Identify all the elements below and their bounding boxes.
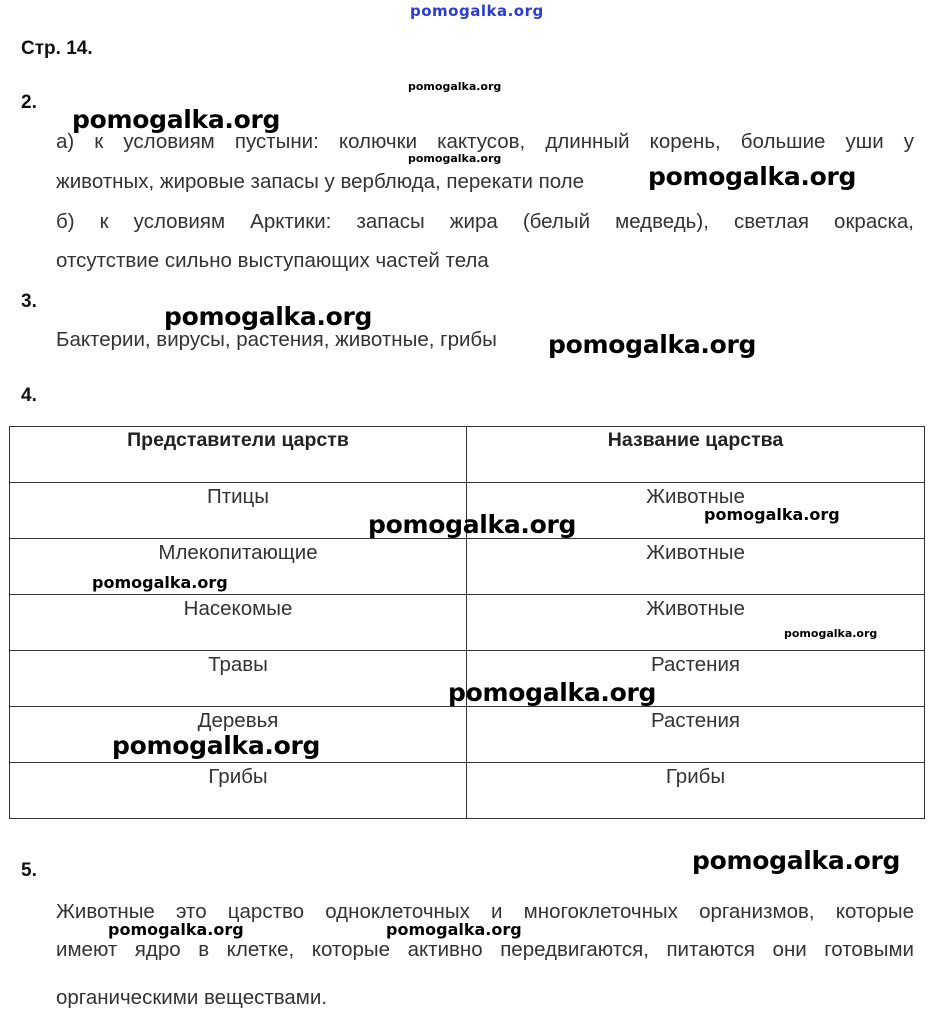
watermark: pomogalka.org (448, 678, 657, 707)
q3-text: Бактерии, вирусы, растения, животные, грибы (56, 328, 497, 351)
kingdoms-table (9, 426, 925, 819)
q5-line3: органическими веществами. (56, 986, 328, 1009)
table-cell: Растения (467, 707, 925, 763)
watermark: pomogalka.org (112, 731, 321, 760)
q2-number: 2. (21, 92, 37, 113)
watermark: pomogalka.org (704, 505, 840, 524)
table-cell: Животные (467, 539, 925, 595)
top-watermark: pomogalka.org (410, 2, 544, 20)
table-cell: Птицы (10, 483, 467, 539)
table-cell: Млекопитающие (10, 539, 467, 595)
watermark: pomogalka.org (408, 152, 502, 165)
watermark: pomogalka.org (386, 920, 522, 939)
watermark: pomogalka.org (408, 80, 502, 93)
watermark: pomogalka.org (692, 846, 901, 875)
table-cell: Растения (467, 651, 925, 707)
q5-line1: Животные это царство одноклеточных и многоклеточных организмов, которые (56, 900, 914, 923)
watermark: pomogalka.org (548, 330, 757, 359)
q3-number: 3. (21, 291, 37, 312)
q2-line-a2: животных, жировые запасы у верблюда, перекати поле (56, 170, 585, 193)
watermark: pomogalka.org (72, 105, 281, 134)
q5-line2: имеют ядро в клетке, которые активно передвигаются, питаются они готовыми (56, 938, 914, 961)
table-header-cell: Название царства (467, 427, 925, 483)
table-cell: Насекомые (10, 595, 467, 651)
table-row (10, 763, 925, 819)
table-cell: Грибы (467, 763, 925, 819)
table-row (10, 595, 925, 651)
table-cell: Деревья (10, 707, 467, 763)
watermark: pomogalka.org (784, 627, 878, 640)
table-cell: Травы (10, 651, 467, 707)
table-header-row (10, 427, 925, 483)
page-label: Стр. 14. (21, 38, 93, 59)
q4-number: 4. (21, 385, 37, 406)
watermark: pomogalka.org (92, 573, 228, 592)
table-header-cell: Представители царств (10, 427, 467, 483)
q2-line-b2: отсутствие сильно выступающих частей тела (56, 249, 489, 272)
q5-number: 5. (21, 860, 37, 881)
watermark: pomogalka.org (164, 302, 373, 331)
watermark: pomogalka.org (648, 162, 857, 191)
q2-line-b1: б) к условиям Арктики: запасы жира (белый медведь), светлая окраска, (56, 210, 914, 233)
table-cell: Грибы (10, 763, 467, 819)
q2-line-a1: а) к условиям пустыни: колючки кактусов, длинный корень, большие уши у (56, 130, 914, 153)
table-cell: Животные (467, 595, 925, 651)
table-cell: Животные (467, 483, 925, 539)
watermark: pomogalka.org (368, 510, 577, 539)
watermark: pomogalka.org (108, 920, 244, 939)
